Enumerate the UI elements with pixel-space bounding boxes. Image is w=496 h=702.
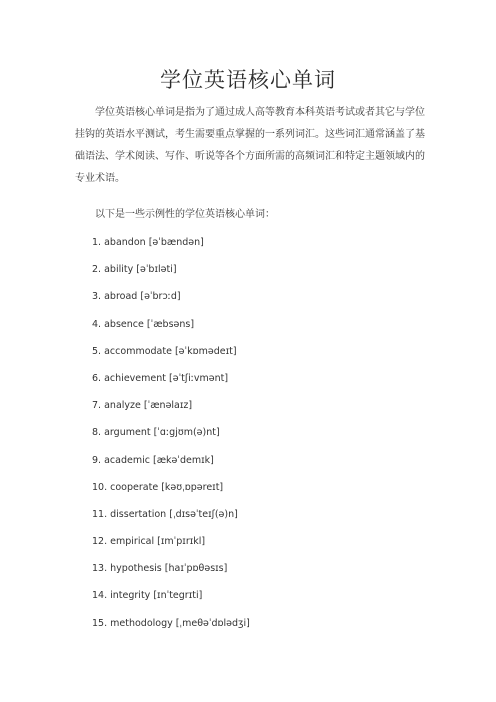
- word-term: cooperate: [110, 481, 159, 493]
- word-term: achievement: [104, 372, 166, 384]
- word-number: 6.: [92, 372, 102, 384]
- word-pronunciation: [əˈtʃiːvmənt]: [169, 372, 229, 384]
- word-number: 3.: [92, 291, 102, 303]
- list-item: [92, 562, 412, 589]
- word-term: academic: [104, 454, 150, 466]
- list-item: [92, 372, 412, 399]
- word-term: abandon: [104, 237, 146, 248]
- list-item: [92, 481, 412, 508]
- list-item: [92, 535, 412, 562]
- word-number: 14.: [92, 590, 108, 602]
- word-pronunciation: [ɪmˈpɪrɪkl]: [157, 536, 206, 548]
- word-pronunciation: [kəʊˌɒpəreɪt]: [161, 481, 224, 493]
- word-term: argument: [104, 427, 151, 439]
- page-title: 学位英语核心单词: [160, 68, 336, 92]
- word-pronunciation: [ˈæbsəns]: [146, 318, 195, 330]
- word-pronunciation: [ˈænəlaɪz]: [143, 400, 193, 412]
- word-term: accommodate: [104, 345, 172, 357]
- word-pronunciation: [ˌmeθəˈdɒlədʒi]: [175, 617, 250, 629]
- word-pronunciation: [əˈkɒmədeɪt]: [174, 345, 237, 357]
- word-number: 13.: [92, 563, 108, 575]
- word-term: empirical: [110, 536, 155, 548]
- list-item: [92, 345, 412, 372]
- word-number: 5.: [92, 345, 102, 357]
- word-pronunciation: [əˈbændən]: [148, 237, 204, 248]
- word-number: 12.: [92, 536, 108, 548]
- word-number: 10.: [92, 481, 108, 493]
- word-list: [92, 236, 412, 644]
- word-pronunciation: [ˌdɪsəˈteɪʃ(ə)n]: [169, 508, 238, 520]
- list-item: [92, 508, 412, 535]
- word-pronunciation: [əˈbɪləti]: [136, 264, 177, 276]
- word-term: ability: [104, 264, 134, 276]
- list-lead-text: 以下是一些示例性的学位英语核心单词：: [95, 209, 275, 220]
- list-item: [92, 399, 412, 426]
- list-item: [92, 290, 412, 317]
- list-item: [92, 426, 412, 453]
- word-number: 8.: [92, 427, 102, 439]
- intro-paragraph: 学位英语核心单词是指为了通过成人高等教育本科英语考试或者其它与学位挂钩的英语水平测试，考生需要重点掌握的一系列词汇。这些词汇通常涵盖了基础语法、学术阅读、写作、听说等各个方面所需的高频词汇和特定主题领域内的专业术语。: [75, 107, 425, 184]
- word-pronunciation: [ˈɑːgjʊm(ə)nt]: [153, 427, 220, 439]
- list-item: [92, 263, 412, 290]
- word-pronunciation: [əˈbrɔːd]: [140, 291, 181, 303]
- word-pronunciation: [ækəˈdemɪk]: [153, 454, 214, 466]
- word-term: hypothesis: [110, 563, 162, 575]
- list-item: [92, 589, 412, 616]
- list-item: [92, 454, 412, 481]
- word-number: 7.: [92, 400, 102, 412]
- word-number: 4.: [92, 318, 102, 330]
- word-term: abroad: [104, 291, 138, 303]
- word-number: 11.: [92, 508, 108, 520]
- word-term: absence: [104, 318, 144, 330]
- word-number: 15.: [92, 617, 108, 629]
- word-pronunciation: [ɪnˈtegrɪti]: [153, 590, 203, 602]
- list-item: [92, 236, 412, 263]
- list-item: [92, 318, 412, 345]
- word-number: 9.: [92, 454, 102, 466]
- word-pronunciation: [haɪˈpɒθəsɪs]: [164, 563, 228, 575]
- word-term: integrity: [110, 590, 151, 602]
- list-item: [92, 617, 412, 644]
- word-term: dissertation: [110, 508, 167, 520]
- word-number: 1.: [92, 237, 102, 248]
- word-term: analyze: [104, 400, 141, 412]
- word-number: 2.: [92, 264, 102, 276]
- word-term: methodology: [110, 617, 173, 629]
